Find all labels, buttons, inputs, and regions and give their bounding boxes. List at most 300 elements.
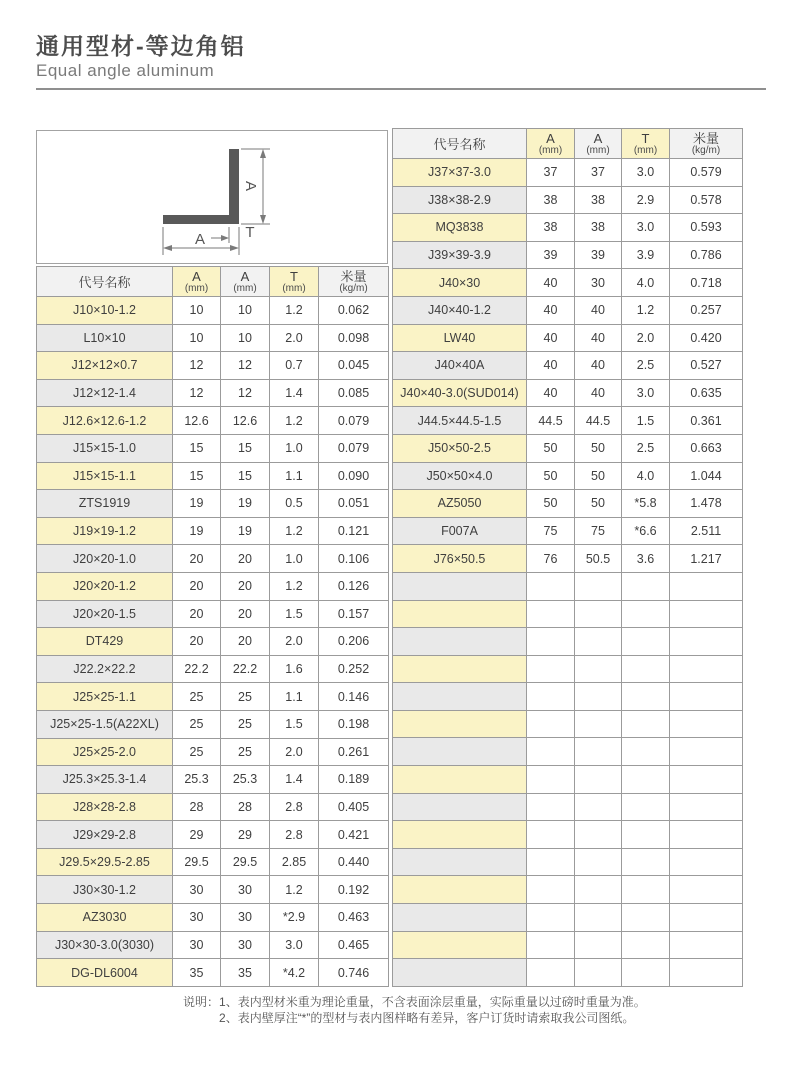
profile-code: J44.5×44.5-1.5 [393,407,527,435]
spec-value [622,793,670,821]
spec-value [670,738,743,766]
spec-value: 44.5 [575,407,622,435]
profile-code: J25×25-2.0 [37,738,173,766]
table-row [393,904,743,932]
spec-value [527,848,575,876]
profile-code [393,848,527,876]
table-row [37,683,389,711]
spec-value [575,821,622,849]
profile-code [393,655,527,683]
profile-code: J50×50-2.5 [393,434,527,462]
spec-value: 1.6 [270,655,319,683]
profile-code: MQ3838 [393,214,527,242]
spec-value: 1.4 [270,766,319,794]
table-row [393,821,743,849]
table-row [393,793,743,821]
table-row [393,655,743,683]
spec-value [575,876,622,904]
profile-code: J12×12×0.7 [37,352,173,380]
spec-value [670,628,743,656]
footnote-line-1: 1、表内型材米重为理论重量，不含表面涂层重量，实际重量以过磅时重量为准。 [219,995,646,1009]
profile-code: J50×50×4.0 [393,462,527,490]
table-row [37,297,389,325]
table-row [37,490,389,518]
table-row [37,462,389,490]
profile-code: L10×10 [37,324,173,352]
spec-table-left [36,266,389,987]
spec-value: 30 [575,269,622,297]
spec-value: 12.6 [173,407,221,435]
table-row [393,159,743,187]
spec-value: 44.5 [527,407,575,435]
spec-value: 0.440 [319,848,389,876]
spec-value: *6.6 [622,517,670,545]
spec-value: 1.5 [270,600,319,628]
spec-value: 3.0 [622,214,670,242]
spec-value: 1.217 [670,545,743,573]
spec-value: 12.6 [221,407,270,435]
spec-value: 1.478 [670,490,743,518]
table-row [37,821,389,849]
spec-value: 3.0 [622,159,670,187]
spec-value: 20 [221,572,270,600]
spec-value: 15 [221,434,270,462]
table-row [37,655,389,683]
spec-value [622,821,670,849]
col-header-code: 代号名称 [37,267,173,297]
spec-value: 29.5 [173,848,221,876]
table-row [393,462,743,490]
table-row [37,904,389,932]
footnote-label: 说明： [183,995,220,1009]
spec-value [670,600,743,628]
spec-value: 39 [527,241,575,269]
spec-value: 50 [527,490,575,518]
profile-code: J20×20-1.5 [37,600,173,628]
profile-code: J30×30-1.2 [37,876,173,904]
spec-value: 2.5 [622,434,670,462]
spec-value [575,683,622,711]
spec-value: 1.5 [622,407,670,435]
profile-code: J25.3×25.3-1.4 [37,766,173,794]
angle-profile-drawing [37,131,387,263]
spec-value: 0.261 [319,738,389,766]
page-title: 通用型材-等边角铝 [36,33,246,59]
l-profile-shape [163,149,239,224]
profile-code: J20×20-1.2 [37,572,173,600]
dim-label-thickness: T [245,224,255,241]
spec-value: 25 [173,710,221,738]
spec-value [670,766,743,794]
profile-code: F007A [393,517,527,545]
spec-value: 28 [173,793,221,821]
spec-value: 0.106 [319,545,389,573]
profile-code [393,876,527,904]
spec-value: 30 [221,876,270,904]
profile-code: J40×40A [393,352,527,380]
spec-value [622,876,670,904]
spec-value [527,904,575,932]
spec-value: 30 [221,904,270,932]
spec-value: 19 [221,517,270,545]
profile-code: J40×40-3.0(SUD014) [393,379,527,407]
spec-value: 28 [221,793,270,821]
spec-value: 40 [527,324,575,352]
spec-value: 35 [221,959,270,987]
spec-value: 0.420 [670,324,743,352]
spec-value [575,793,622,821]
table-row [393,738,743,766]
spec-value [622,572,670,600]
spec-value [670,655,743,683]
spec-value: 0.663 [670,434,743,462]
spec-value: 30 [173,904,221,932]
profile-code: J29×29-2.8 [37,821,173,849]
spec-value: 20 [173,545,221,573]
spec-value: 0.126 [319,572,389,600]
col-header-a2: A (mm) [221,267,270,297]
profile-code: J29.5×29.5-2.85 [37,848,173,876]
spec-value: 37 [527,159,575,187]
spec-value: 4.0 [622,462,670,490]
spec-value [670,710,743,738]
spec-value: 30 [221,931,270,959]
table-row [393,407,743,435]
spec-value: 12 [173,379,221,407]
spec-value: 0.579 [670,159,743,187]
spec-value [527,572,575,600]
spec-value: 37 [575,159,622,187]
table-row [393,683,743,711]
dim-label-a-horizontal: A [194,231,206,248]
profile-code [393,710,527,738]
spec-value: 1.2 [270,876,319,904]
table-row [393,517,743,545]
table-row [37,766,389,794]
spec-value: 22.2 [173,655,221,683]
spec-value: 30 [173,876,221,904]
spec-value: 0.361 [670,407,743,435]
profile-code [393,959,527,987]
spec-value: 29.5 [221,848,270,876]
spec-value [670,572,743,600]
spec-value: 20 [173,628,221,656]
spec-value [622,655,670,683]
spec-value: 2.0 [270,324,319,352]
spec-value: 1.5 [270,710,319,738]
spec-value: 10 [221,324,270,352]
spec-value: 0.085 [319,379,389,407]
spec-value [622,848,670,876]
spec-value [670,821,743,849]
table-row [37,848,389,876]
table-row [37,931,389,959]
spec-value [527,628,575,656]
spec-value [527,959,575,987]
spec-value [575,848,622,876]
spec-value [622,931,670,959]
table-row [393,766,743,794]
table-row [37,600,389,628]
profile-code [393,738,527,766]
profile-code: J38×38-2.9 [393,186,527,214]
profile-code [393,600,527,628]
table-row [393,296,743,324]
spec-value [575,600,622,628]
spec-value: 40 [527,296,575,324]
table-row [37,572,389,600]
table-row [393,186,743,214]
spec-value: 3.0 [270,931,319,959]
table-row [393,959,743,987]
spec-value: 20 [221,545,270,573]
spec-value [622,904,670,932]
spec-value: 10 [173,324,221,352]
table-row [37,959,389,987]
col-header-t: T (mm) [270,267,319,297]
spec-value: 25 [221,683,270,711]
spec-value [622,738,670,766]
spec-value: 40 [575,352,622,380]
profile-code [393,931,527,959]
spec-value: 50 [527,434,575,462]
profile-code: AZ3030 [37,904,173,932]
spec-value: 50.5 [575,545,622,573]
profile-code [393,766,527,794]
spec-value [527,931,575,959]
spec-value [575,959,622,987]
spec-value: 0.121 [319,517,389,545]
spec-value: 12 [221,352,270,380]
spec-value: 35 [173,959,221,987]
spec-value: 4.0 [622,269,670,297]
spec-value [670,683,743,711]
spec-value [575,738,622,766]
table-row [393,490,743,518]
spec-value: 25 [173,738,221,766]
profile-code [393,821,527,849]
spec-value: 75 [527,517,575,545]
spec-value: 50 [527,462,575,490]
profile-code: J37×37-3.0 [393,159,527,187]
spec-value: 0.157 [319,600,389,628]
profile-code [393,683,527,711]
spec-value: 0.635 [670,379,743,407]
spec-value: 0.405 [319,793,389,821]
spec-table-right [392,128,743,987]
spec-value: 20 [173,600,221,628]
table-row [393,324,743,352]
table-row [393,600,743,628]
spec-value: *4.2 [270,959,319,987]
spec-value: 2.9 [622,186,670,214]
table-row [393,379,743,407]
spec-value: 19 [173,490,221,518]
spec-value: 38 [575,214,622,242]
profile-code: AZ5050 [393,490,527,518]
profile-code: J15×15-1.1 [37,462,173,490]
spec-value: 0.527 [670,352,743,380]
profile-code [393,628,527,656]
spec-value: 40 [527,379,575,407]
col-header-t: T (mm) [622,129,670,159]
spec-value [670,876,743,904]
spec-value: 30 [173,931,221,959]
spec-value: 20 [221,628,270,656]
spec-value: 38 [575,186,622,214]
spec-value: 0.746 [319,959,389,987]
table-row [37,793,389,821]
table-row [393,931,743,959]
profile-code: J22.2×22.2 [37,655,173,683]
spec-value [622,766,670,794]
spec-value [575,710,622,738]
col-header-weight: 米量 (kg/m) [319,267,389,297]
spec-value: 19 [173,517,221,545]
table-row [393,545,743,573]
spec-value: 19 [221,490,270,518]
spec-value: 0.090 [319,462,389,490]
table-row [37,545,389,573]
spec-value: 3.0 [622,379,670,407]
table-row [393,352,743,380]
table-row [37,628,389,656]
spec-value: 0.146 [319,683,389,711]
profile-code: DT429 [37,628,173,656]
spec-value: 10 [173,297,221,325]
profile-code: J19×19-1.2 [37,517,173,545]
spec-value: 2.8 [270,793,319,821]
spec-value: 0.045 [319,352,389,380]
spec-value: 0.062 [319,297,389,325]
angle-profile-diagram [36,130,388,264]
spec-value: 1.1 [270,462,319,490]
spec-value: 10 [221,297,270,325]
spec-value: 22.2 [221,655,270,683]
spec-value: 0.051 [319,490,389,518]
spec-value: 38 [527,186,575,214]
spec-value [527,738,575,766]
spec-value: 15 [173,434,221,462]
spec-value: 2.0 [270,628,319,656]
spec-value: 25.3 [221,766,270,794]
profile-code: J25×25-1.5(A22XL) [37,710,173,738]
col-header-weight: 米量 (kg/m) [670,129,743,159]
spec-value [527,710,575,738]
spec-value [575,766,622,794]
profile-code: J40×30 [393,269,527,297]
spec-value: 1.2 [270,297,319,325]
spec-value [670,793,743,821]
spec-value: 40 [527,352,575,380]
spec-value: 12 [221,379,270,407]
profile-code: J12.6×12.6-1.2 [37,407,173,435]
spec-value: 1.2 [270,572,319,600]
spec-value: 0.257 [670,296,743,324]
spec-value: 38 [527,214,575,242]
spec-value [575,628,622,656]
spec-value: 3.6 [622,545,670,573]
spec-value [527,766,575,794]
spec-value [527,683,575,711]
spec-value: 0.079 [319,407,389,435]
spec-value: 0.718 [670,269,743,297]
table-row [37,710,389,738]
spec-value: 0.5 [270,490,319,518]
col-header-a2: A (mm) [575,129,622,159]
spec-value: 1.0 [270,545,319,573]
spec-value [670,904,743,932]
table-row [393,214,743,242]
spec-value: 25 [221,738,270,766]
table-row [37,407,389,435]
spec-value: 76 [527,545,575,573]
spec-value: 2.85 [270,848,319,876]
spec-value: 0.098 [319,324,389,352]
page-subtitle: Equal angle aluminum [36,61,215,80]
spec-value: 40 [575,379,622,407]
table-row [393,876,743,904]
spec-value: 0.192 [319,876,389,904]
spec-value: 1.2 [622,296,670,324]
profile-code: J25×25-1.1 [37,683,173,711]
table-row [37,324,389,352]
spec-value: 40 [575,296,622,324]
profile-code: DG-DL6004 [37,959,173,987]
profile-code: J20×20-1.0 [37,545,173,573]
spec-value: 12 [173,352,221,380]
spec-value: 0.198 [319,710,389,738]
spec-value: 0.578 [670,186,743,214]
table-header-row [37,267,389,297]
spec-value: 20 [221,600,270,628]
spec-value [622,710,670,738]
spec-value [575,572,622,600]
title-divider [36,88,766,90]
col-header-a1: A (mm) [527,129,575,159]
footnotes [183,994,646,1026]
profile-code: J15×15-1.0 [37,434,173,462]
profile-code: J10×10-1.2 [37,297,173,325]
table-row [37,352,389,380]
table-row [37,876,389,904]
spec-value: 1.0 [270,434,319,462]
profile-code: J30×30-3.0(3030) [37,931,173,959]
table-row [393,628,743,656]
spec-value [670,959,743,987]
spec-value: 0.463 [319,904,389,932]
spec-value [527,821,575,849]
table-row [37,379,389,407]
col-header-a1: A (mm) [173,267,221,297]
profile-code: LW40 [393,324,527,352]
table-row [393,434,743,462]
profile-code: J76×50.5 [393,545,527,573]
table-row [37,738,389,766]
spec-value: 1.4 [270,379,319,407]
spec-value: 50 [575,462,622,490]
col-header-code: 代号名称 [393,129,527,159]
spec-value [575,655,622,683]
spec-value [622,683,670,711]
spec-value: 29 [221,821,270,849]
spec-value: 2.0 [270,738,319,766]
spec-value: 1.2 [270,407,319,435]
profile-code: J40×40-1.2 [393,296,527,324]
spec-value: 3.9 [622,241,670,269]
spec-value: *2.9 [270,904,319,932]
spec-value: 25.3 [173,766,221,794]
